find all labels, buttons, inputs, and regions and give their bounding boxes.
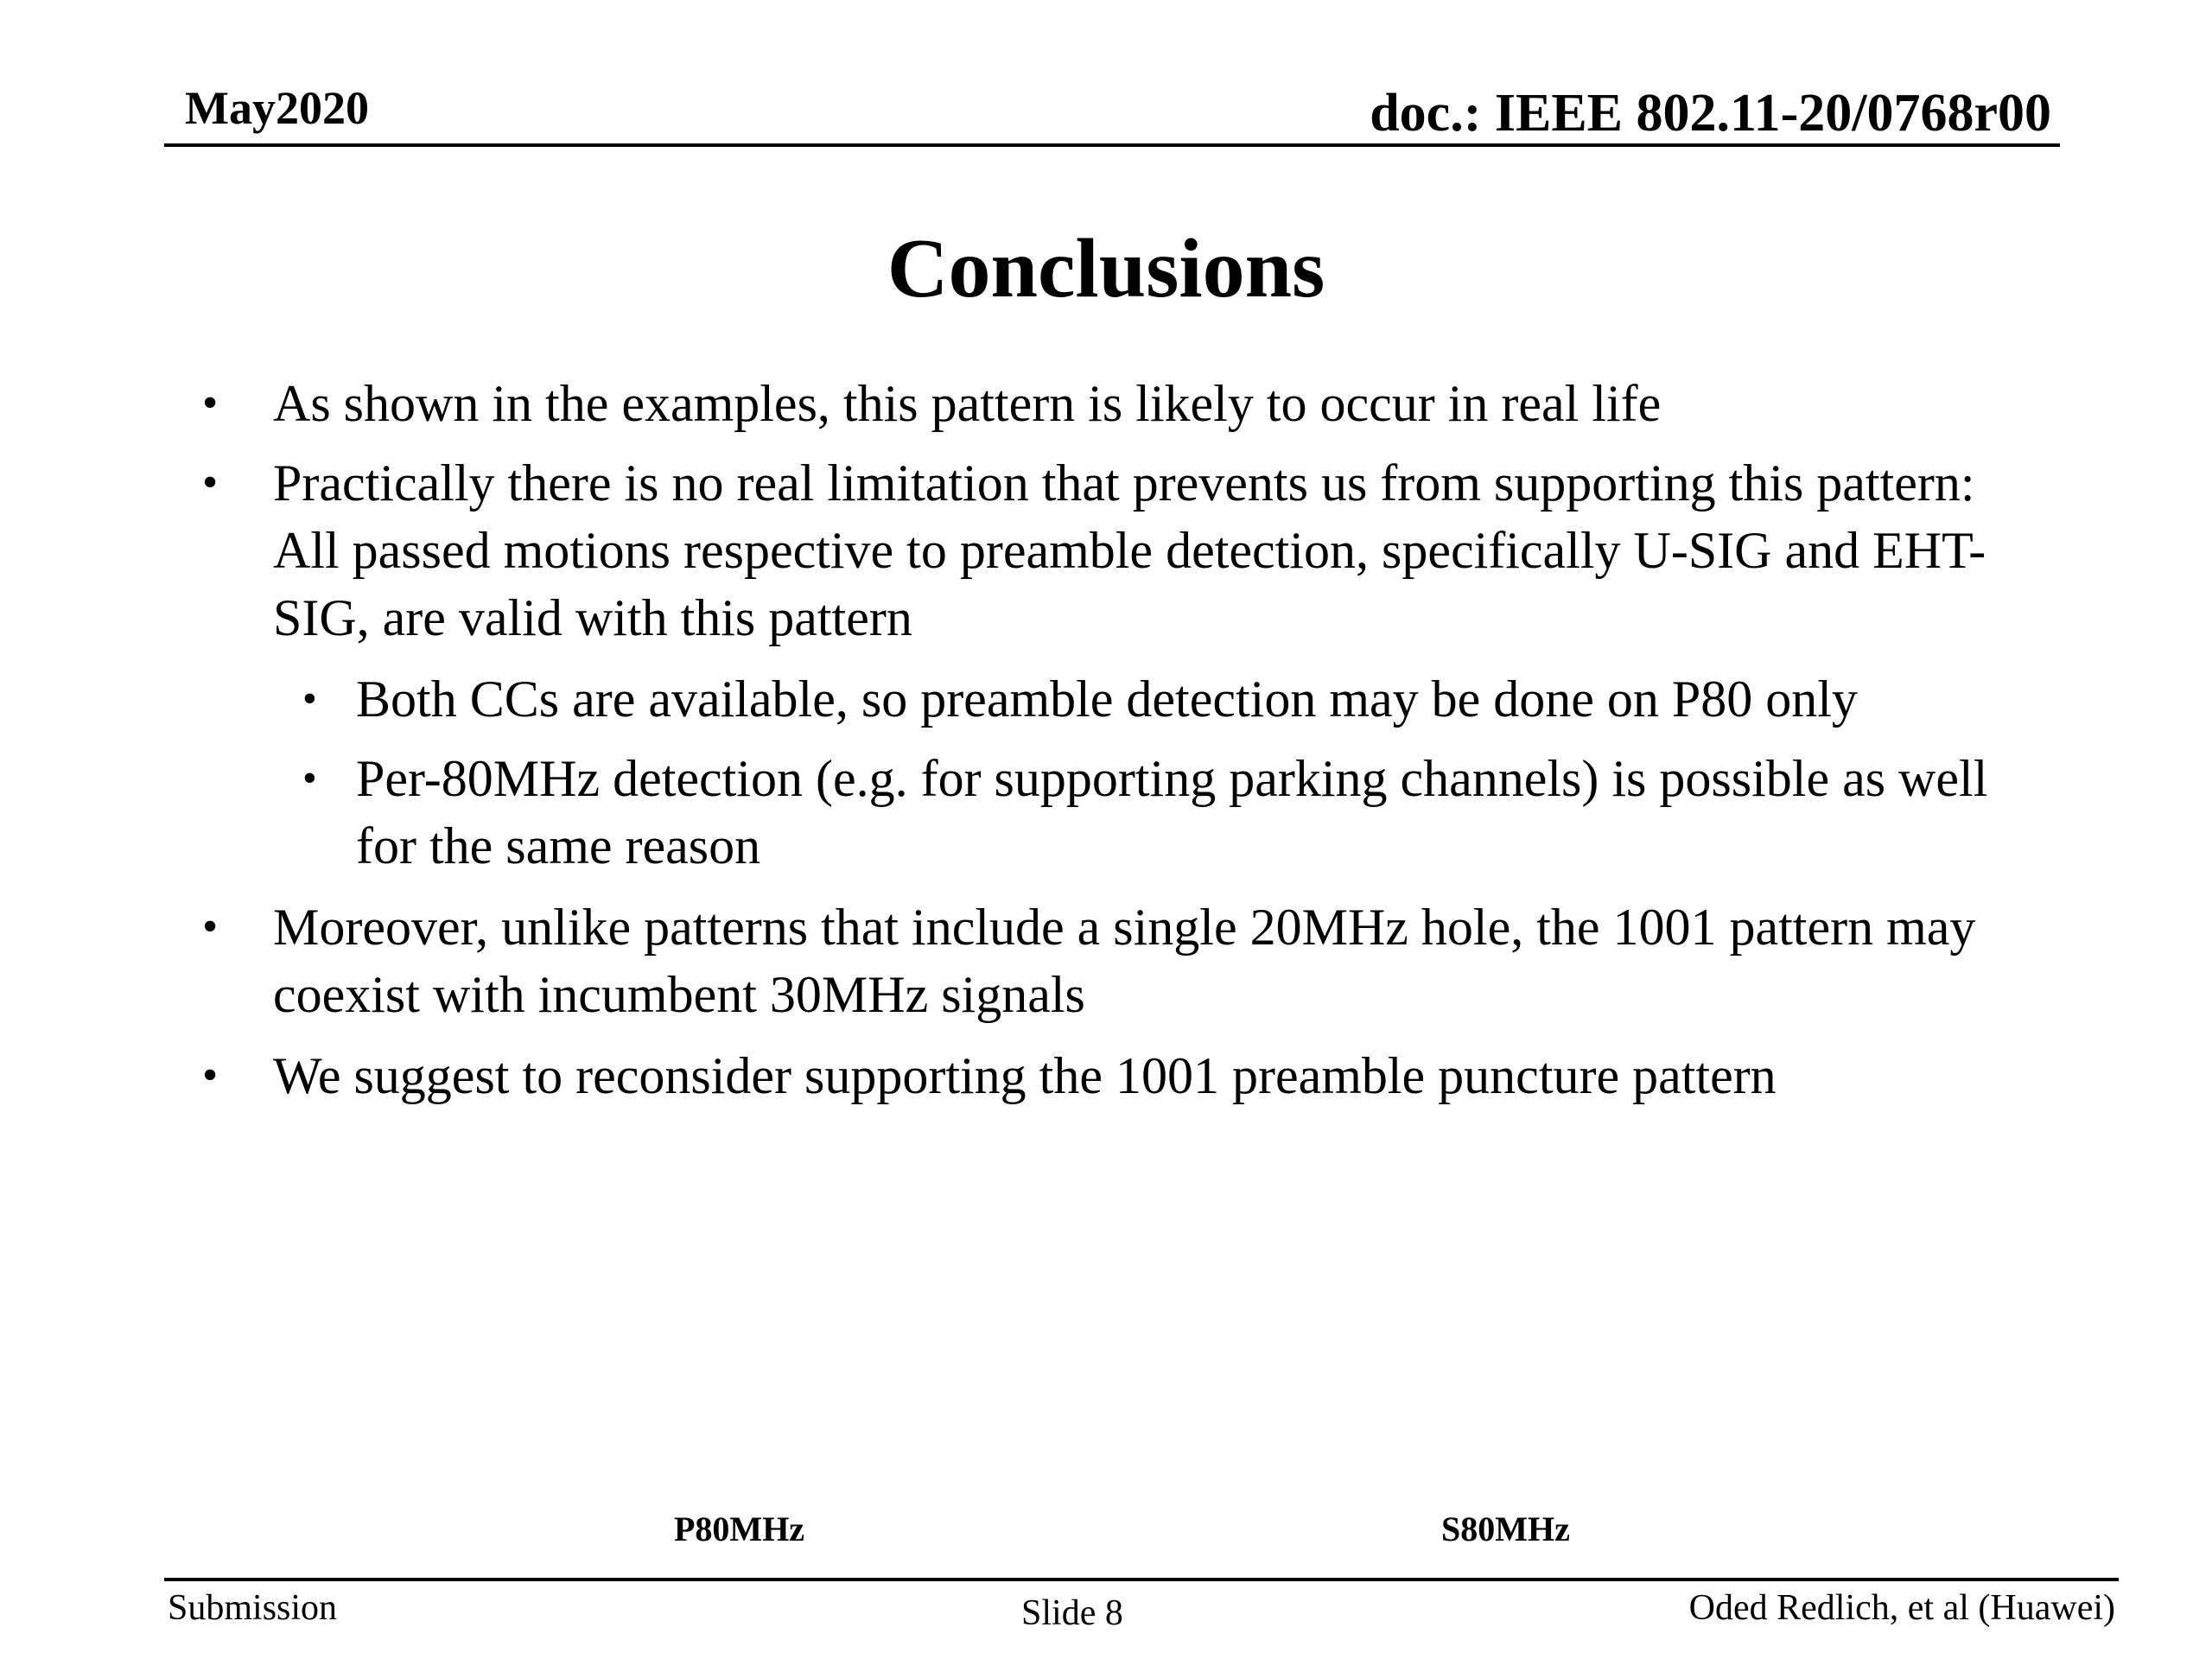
header-date: May2020 [185,82,369,134]
sub-bullet-item [302,745,2024,880]
bullet-item [202,370,2013,437]
slide-title: Conclusions [887,222,1325,315]
bullet-text: We suggest to reconsider supporting the 1001 preamble puncture pattern [273,1047,1777,1104]
bullet-text: Per-80MHz detection (e.g. for supporting parking channels) is possible as well for the same reason [356,750,1988,874]
bullet-dot-icon: • [202,458,219,507]
bullet-dot-icon: • [302,676,317,721]
header-doc-id: doc.: IEEE 802.11-20/0768r00 [1370,84,2051,143]
p80-label: P80MHz [674,1510,805,1548]
bullet-dot-icon: • [202,1051,219,1100]
bullet-item [202,893,2013,1028]
footer-slide-number: Slide 8 [1021,1593,1123,1633]
bullet-text: Moreover, unlike patterns that include a single 20MHz hole, the 1001 pattern may coexist with incumbent 30MHz signals [273,899,1976,1023]
bullet-text: Both CCs are available, so preamble detection may be done on P80 only [356,671,1858,728]
footer-authors: Oded Redlich, et al (Huawei) [1688,1588,2115,1628]
s80-label: S80MHz [1441,1510,1570,1548]
footer-submission: Submission [168,1588,338,1628]
header-divider [164,143,2060,147]
footer-divider [164,1578,2119,1581]
bullet-text: As shown in the examples, this pattern is likely to occur in real life [273,375,1662,432]
sub-bullet-item [302,665,2024,733]
bullet-dot-icon: • [202,378,219,428]
bullet-text: Practically there is no real limitation that prevents us from supporting this pattern: All passed motions respective to preamble detection, specifically U-SIG and EHT-SIG, are valid with this pattern [273,454,1986,646]
bullet-dot-icon: • [302,755,317,801]
bullet-item [202,449,2013,652]
bullet-dot-icon: • [202,902,219,951]
bullet-item [202,1042,2013,1109]
